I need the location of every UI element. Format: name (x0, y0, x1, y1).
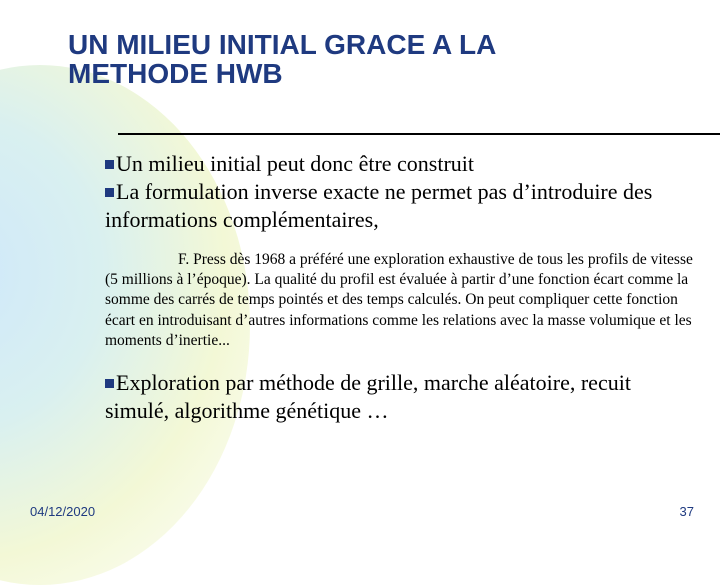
bullet-text-1: Un milieu initial peut donc être construit (116, 151, 475, 176)
slide-title-line-2: METHODE HWB (68, 58, 283, 89)
bullet-text-2: La formulation inverse exacte ne permet pas d’introduire des informations complémentaires, (105, 179, 653, 232)
bullet-item-2 (105, 178, 695, 234)
square-bullet-icon (105, 188, 114, 197)
bullet-text-3: Exploration par méthode de grille, marche aléatoire, recuit simulé, algorithme génétique … (105, 370, 631, 424)
square-bullet-icon (105, 379, 114, 388)
slide-title (68, 30, 628, 88)
slide-body (105, 150, 695, 425)
square-bullet-icon (105, 160, 114, 169)
bullet-item-1 (105, 150, 695, 178)
page-number: 37 (679, 504, 694, 519)
body-paragraph: F. Press dès 1968 a préféré une exploration exhaustive de tous les profils de vitesse (5 millions à l’époque). La qualité du profil est évaluée à partir d’une fonction écart comme la somme des carrés de temps pointés et des temps calculés. On peut compliquer cette fonction écart en introduisant d’autres informations comme les relations avec la masse volumique et les moments d’inertie... (105, 251, 693, 349)
bullet-item-3 (105, 369, 695, 425)
footer-date: 04/12/2020 (30, 504, 96, 519)
title-divider (118, 133, 720, 135)
slide-title-line-1: UN MILIEU INITIAL GRACE A LA (68, 29, 497, 60)
